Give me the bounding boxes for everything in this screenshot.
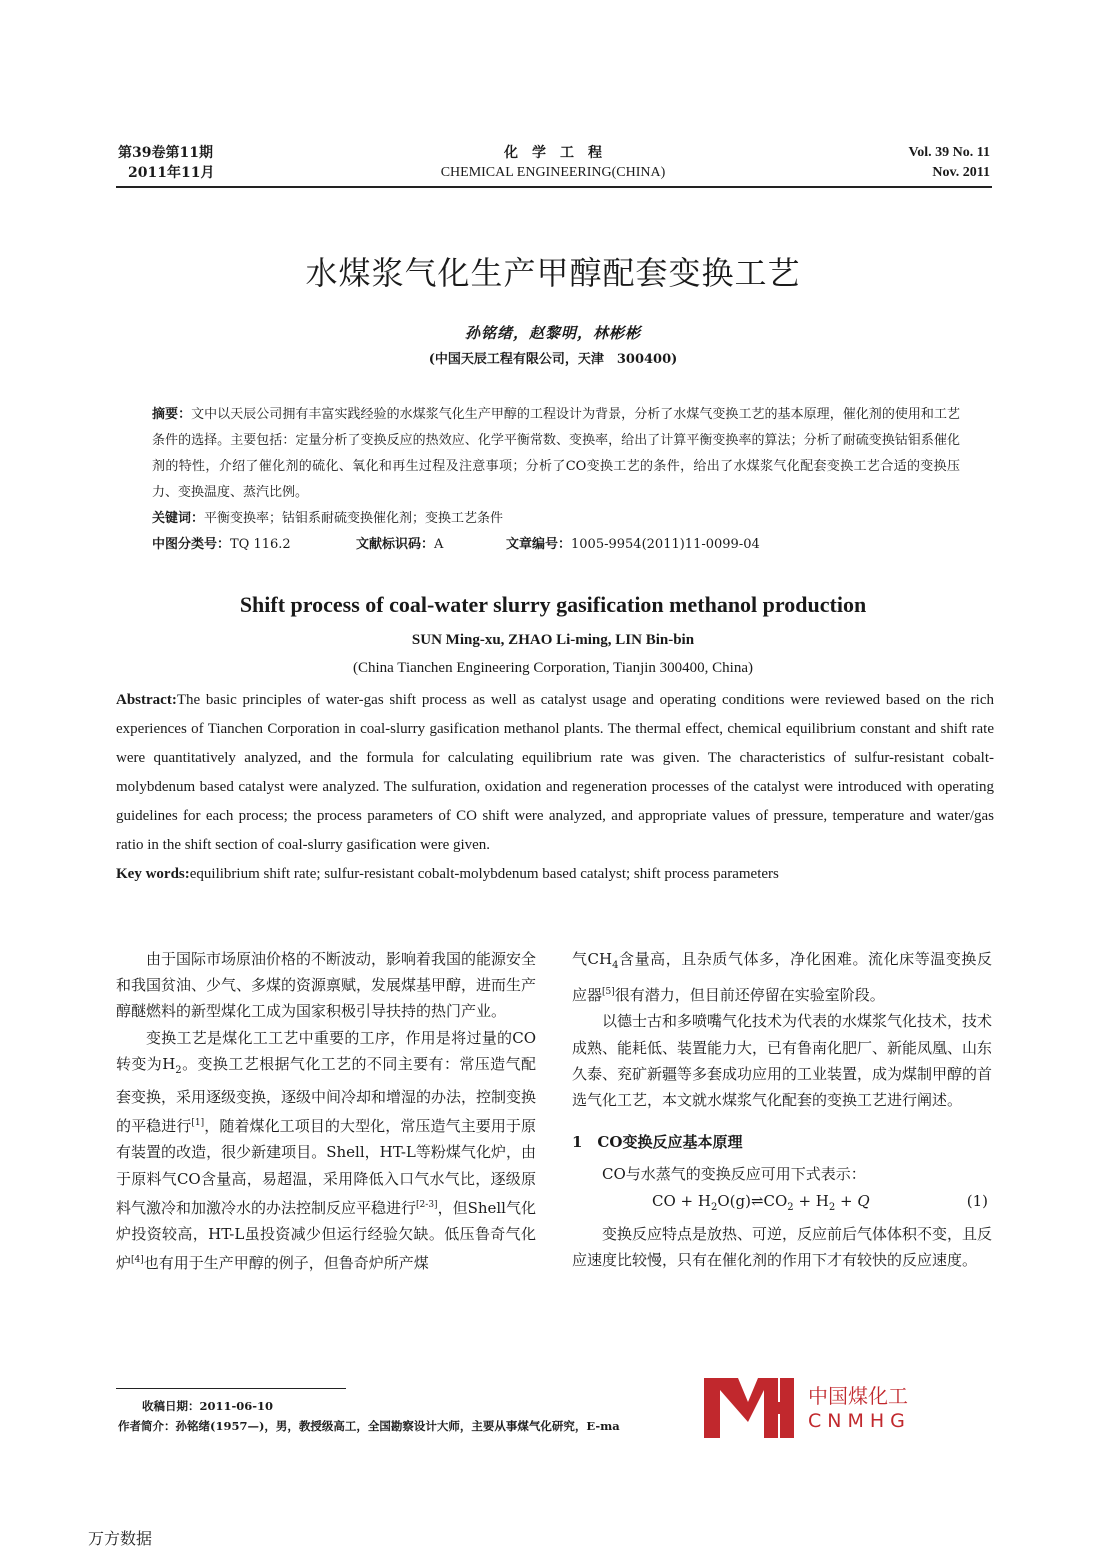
wanfang-watermark: 万方数据 — [88, 1529, 153, 1548]
abstract-en — [116, 686, 994, 889]
header-rule — [116, 186, 992, 188]
eq-part: + Q — [835, 1191, 870, 1210]
date-en: Nov. 2011 — [932, 165, 990, 180]
author-bio: 作者简介：孙铭绪(1957—)，男，教授级高工，全国勘察设计大师，主要从事煤气化研究，E-ma — [118, 1419, 620, 1433]
volume-issue-cn: 第39卷第11期 — [118, 145, 213, 161]
subscript: 2 — [787, 1201, 794, 1213]
received-date: 收稿日期：2011-06-10 — [142, 1399, 274, 1413]
volume-issue-en: Vol. 39 No. 11 — [908, 145, 990, 160]
affiliation-en: (China Tianchen Engineering Corporation, Tianjin 300400, China) — [353, 660, 753, 676]
abstract-cn — [152, 402, 960, 558]
body-column-right — [572, 946, 992, 1273]
citation[interactable]: [5] — [602, 987, 615, 998]
date-cn: 2011年11月 — [128, 165, 215, 181]
section-heading-1: 1 CO变换反应基本原理 — [572, 1133, 743, 1152]
footnote — [118, 1396, 718, 1436]
journal-name-cn: 化 学 工 程 — [504, 145, 602, 161]
paragraph-reaction-intro: CO与水蒸气的变换反应可用下式表示： — [602, 1165, 866, 1184]
abstract-en-text: The basic principles of water-gas shift process as well as catalyst usage and operating conditions were reviewed based on the rich experiences of Tianchen Corporation in coal-slurry gasification methanol plants. The thermal effect, chemical equilibrium constant and shift rate were quantitatively analyzed, and the formula for calculating equilibrium rate was given. The characteristics of sulfur-resistant cobalt-molybdenum based catalyst were analyzed. The sulfuration, oxidation and regeneration processes of the catalyst were introduced with operating guidelines for each process; the process parameters of CO shift were analyzed, and appropriate values of pressure, temperature and water/gas ratio in the shift section of coal-slurry gasification were given. — [116, 692, 994, 853]
text-segment: 变换工艺是煤化工工艺中重要的工序，作用是将过量的CO转变为H — [116, 1028, 536, 1073]
abstract-cn-text: 文中以天辰公司拥有丰富实践经验的水煤浆气化生产甲醇的工程设计为背景，分析了水煤气变换工艺的基本原理，催化剂的使用和工艺条件的选择。主要包括：定量分析了变换反应的热效应、化学平衡常数、变换率，给出了计算平衡变换率的算法；分析了耐硫变换钴钼系催化剂的特性，介绍了催化剂的硫化、氧化和再生过程及注意事项；分析了CO变换工艺的条件，给出了水煤浆气化配套变换工艺合适的变换压力、变换温度、蒸汽比例。 — [152, 407, 960, 500]
subscript: 2 — [710, 1201, 718, 1213]
paragraph-shift-overview — [116, 1025, 536, 1277]
citation[interactable]: [4] — [131, 1255, 144, 1266]
keywords-cn-label: 关键词： — [152, 511, 205, 526]
keywords-en-text: equilibrium shift rate; sulfur-resistant cobalt-molybdenum based catalyst; shift process parameters — [189, 866, 779, 882]
document-code-value: A — [434, 537, 444, 552]
article-number-value: 1005-9954(2011)11-0099-04 — [571, 537, 760, 552]
eq-part: CO + H — [652, 1191, 711, 1210]
eq-part: O(g)⇌CO — [717, 1191, 788, 1210]
abstract-cn-label: 摘要： — [152, 407, 192, 422]
equation-body — [652, 1188, 870, 1221]
text-segment: 也有用于生产甲醇的例子，但鲁奇炉所产煤 — [143, 1254, 429, 1273]
clc-value: TQ 116.2 — [230, 537, 291, 552]
paper-title-cn: 水煤浆气化生产甲醇配套变换工艺 — [305, 254, 801, 292]
journal-name-en: CHEMICAL ENGINEERING(CHINA) — [440, 165, 666, 180]
keywords-en-label: Key words: — [116, 866, 190, 882]
citation[interactable]: [2-3] — [416, 1199, 438, 1210]
logo-name-en: CNMHG — [808, 1410, 911, 1432]
classification-line — [152, 532, 960, 558]
logo-name-cn: 中国煤化工 — [808, 1384, 908, 1408]
authors-cn: 孙铭绪，赵黎明，林彬彬 — [464, 324, 641, 342]
clc-number — [152, 532, 356, 558]
keywords-cn — [152, 506, 960, 532]
keywords-cn-text: 平衡变换率；钴钼系耐硫变换催化剂；变换工艺条件 — [204, 511, 504, 526]
paragraph-reaction-features: 变换反应特点是放热、可逆，反应前后气体体积不变，且反应速度比较慢，只有在催化剂的作用下才有较快的反应速度。 — [572, 1224, 993, 1270]
abstract-en-body — [116, 686, 994, 860]
footnote-rule — [116, 1388, 346, 1389]
document-code-label: 文献标识码： — [356, 537, 435, 552]
subscript: 4 — [612, 960, 619, 971]
article-number — [506, 532, 760, 558]
text-segment: 。变换工艺根据气化工艺的不同主要有：常压造气配套变换，采用逐级变换，逐级中间冷却和增湿的办法，控制变换的平稳进行 — [116, 1054, 537, 1136]
eq-part: + H — [793, 1191, 829, 1210]
abstract-cn-body — [152, 402, 960, 506]
text-segment: 很有潜力，但目前还停留在实验室阶段。 — [614, 986, 885, 1005]
clc-label: 中图分类号： — [152, 537, 231, 552]
article-number-label: 文章编号： — [506, 537, 572, 552]
text-segment: ，随着煤化工项目的大型化，常压造气主要用于原有装置的改造，很少新建项目。Shell，HT-L等粉煤气化炉，由于原料气CO含量高，易超温，采用降低入口气水气比，逐级原料气激冷和加激冷水的办法控制反应平稳进行 — [116, 1117, 536, 1217]
paragraph-gasification: 以德士古和多喷嘴气化技术为代表的水煤浆气化技术，技术成熟、能耗低、装置能力大，已有鲁南化肥厂、新能凤凰、山东久泰、兖矿新疆等多套成功应用的工业装置，成为煤制甲醇的首选气化工艺，本文就水煤浆气化配套的变换工艺进行阐述。 — [572, 1012, 993, 1110]
document-code — [356, 532, 506, 558]
abstract-en-label: Abstract: — [116, 692, 177, 708]
authors-en: SUN Ming-xu, ZHAO Li-ming, LIN Bin-bin — [411, 632, 695, 648]
text-segment: ，但Shell气化炉投资较高，HT-L虽投资减少但运行经验欠缺。低压鲁奇气化炉 — [116, 1198, 536, 1273]
equation-number: (1) — [966, 1191, 988, 1210]
subscript: 2 — [828, 1201, 836, 1213]
journal-volume-en — [908, 143, 990, 183]
paragraph-intro: 由于国际市场原油价格的不断波动，影响着我国的能源安全和我国贫油、少气、多煤的资源禀赋，发展煤基甲醇，进而生产醇醚燃料的新型煤化工成为国家积极引导扶持的热门产业。 — [116, 950, 537, 1021]
affiliation-cn: (中国天辰工程有限公司，天津 300400) — [428, 352, 678, 367]
subscript: 2 — [175, 1064, 182, 1076]
paper-title-en: Shift process of coal-water slurry gasification methanol production — [239, 592, 867, 617]
cnmhg-logo-icon — [704, 1378, 794, 1438]
paragraph-continued — [572, 946, 992, 1008]
text-segment: 气CH — [572, 950, 613, 968]
equation-1 — [572, 1188, 992, 1221]
citation[interactable]: [1] — [191, 1118, 205, 1129]
body-column-left — [116, 946, 536, 1276]
keywords-en — [116, 860, 994, 889]
text-segment: 含量高，且杂质气体多，净化困难。流化床等温变换反应器 — [572, 950, 992, 1005]
